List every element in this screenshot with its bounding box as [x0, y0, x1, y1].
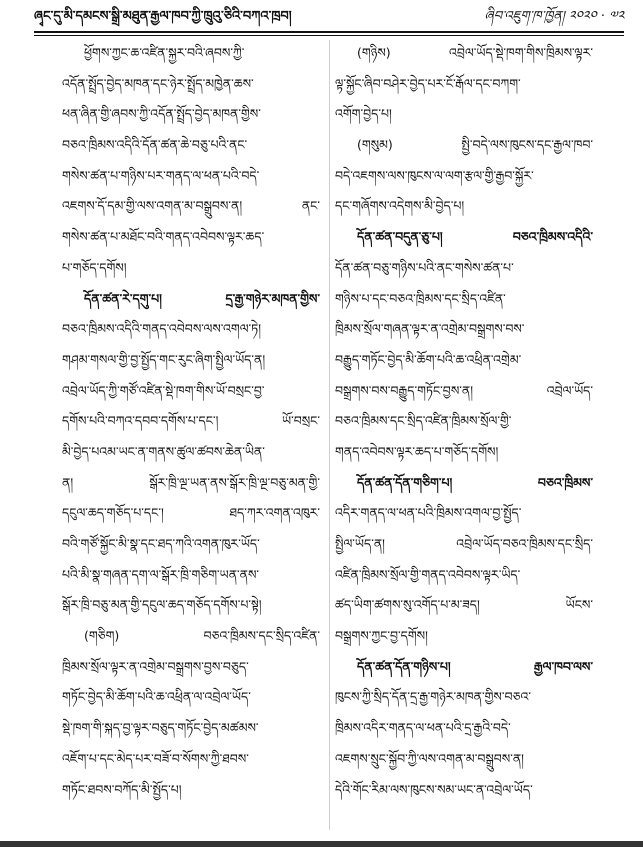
- text-line: འགོག་བྱེད་པ།: [335, 106, 392, 122]
- text-line: གཏོང་ཐབས་བཀོད་མི་སྤྱོད་པ།: [62, 781, 182, 797]
- text-line: གཉིས་པ་དང་བཅའ་ཁྲིམས་དང་སྲིད་འཛིན་: [335, 290, 506, 306]
- text-line: བཅའ་ཁྲིམས་འདིའི་གནད་འབེབས་ལས་འགལ་ཏེ།: [62, 321, 262, 337]
- right-text-column: [335, 38, 593, 838]
- text-line: བསྒྲགས་ཀྱང་བྱ་དགོས།: [335, 628, 428, 644]
- text-line: པ་གཅོད་དགོས།: [62, 259, 127, 275]
- text-line: བསྒྲགས་བས་བརྒྱུད་གཏོང་བྱས་ན། འབྲེལ་ཡོད་: [335, 382, 593, 398]
- text-line: པའི་མི་སྣ་གཞན་དག་ལ་སྒོར་ཁྲི་གཅིག་ཡན་ནས་: [62, 566, 260, 582]
- text-line: གཏོང་བྱེད་མི་ཆོག་པའི་ཆ་འཕྲིན་ལ་འབྲེལ་ཡོད་: [62, 689, 251, 705]
- text-line: འབྲེལ་ཡོད་ཀྱི་གཙོ་འཛིན་སྡེ་ཁག་གིས་ཡོ་བསྲང་བྱ་: [62, 382, 265, 398]
- text-line: འཇགས་དོ་དམ་གྱི་ལས་འགན་མ་བསྒྲུབས་ན། ནང་: [62, 198, 320, 214]
- text-line: བཅའ་ཁྲིམས་འདིའི་དོན་ཚན་ཆེ་བཅུ་པའི་ནང་: [62, 137, 248, 153]
- text-line: (གསུམ) སྤྱི་བདེ་ལས་ཁུངས་དང་རྒྱལ་ཁབ་: [357, 137, 593, 153]
- text-line: གསེས་ཚན་པ་མཐོང་བའི་གནད་འབེབས་ལྟར་ཆད་: [62, 229, 265, 245]
- text-line: སྤྱིལ་ཡོད་ན། འབྲེལ་ཡོད་བཅའ་ཁྲིམས་དང་སྲིད་: [335, 536, 593, 551]
- text-line: དོན་ཚན་བཅུ་གཉིས་པའི་ནང་གསེས་ཚན་པ་: [335, 259, 514, 275]
- text-line: དོན་ཚན་དོན་གཉིས་པ། རྒྱལ་ཁབ་ལས་: [357, 658, 593, 674]
- left-text-column: [62, 38, 320, 838]
- text-line: སྡེ་ཁག་གི་སྐད་བྱ་ལྟར་བཅུད་གཏོང་བྱེད་མཚམས་: [62, 720, 259, 736]
- text-line: འདོན་སྤྲོད་བྱེད་མཁན་དང་ཉེར་སྤྲོད་མཁྱེན་ཆས་: [62, 75, 254, 91]
- text-line: སྒོར་ཁྲི་བཅུ་མན་གྱི་དངུལ་ཆད་གཅོད་དགོས་པ་སྟེ།: [62, 597, 262, 613]
- text-line: ཁྲིམས་སྲོལ་ལྟར་ན་འགྲེམ་བསྒྲགས་བྱས་བཅུད་: [62, 658, 249, 674]
- text-line: འདིར་གནད་ལ་ཕན་པའི་ཁྲིམས་འགལ་བྱ་སྤྱོད་: [335, 505, 522, 521]
- text-line: བཅའ་ཁྲིམས་དང་སྲིད་འཛིན་ཁྲིམས་སྲོལ་གྱི་: [335, 413, 512, 429]
- text-line: དོན་ཚན་རེ་དགུ་པ། དྲ་རྒྱ་གཉེར་མཁན་གྱིས་: [84, 290, 320, 306]
- text-line: གནད་འབེབས་ལྟར་ཆད་པ་གཅོད་དགོས།: [335, 443, 499, 459]
- text-line: བའི་གཙོ་སྐྱོང་མི་སྣ་དང་ཐད་ཀའི་འགན་ཁུར་ཡོད་: [62, 536, 260, 551]
- text-line: (གཅིག) བཅའ་ཁྲིམས་དང་སྲིད་འཛིན་: [84, 628, 320, 644]
- running-title: ཞྭང་དུ་མི་དམངས་སྒྲི་མཐུན་རྒྱལ་ཁབ་ཀྱི་ཁྲུའུ་ཅིའི་བཀའ་ཁྲབ།: [34, 9, 292, 24]
- text-line: གསེས་ཚན་པ་གཉིས་པར་གནད་ལ་ཕན་པའི་བདེ་: [62, 167, 260, 183]
- text-line: བདེ་འཇགས་ལས་ཁུངས་ལ་ལག་རྩལ་གྱི་རྒྱབ་སྐྱོར་: [335, 167, 534, 183]
- text-line: གཤམ་གསལ་གྱི་བྱ་སྤྱོད་གང་རུང་ཞིག་སྤྱིལ་ཡོད་ན།: [62, 351, 266, 367]
- text-line: མི་བྱེད་པའམ་ཡང་ན་གནས་ཚུལ་ཚབས་ཆེན་ཡིན་: [62, 443, 265, 459]
- text-line: (གཉིས) འབྲེལ་ཡོད་སྡེ་ཁག་གིས་ཁྲིམས་ལྟར་: [357, 45, 593, 60]
- text-line: འཇོག་པ་དང་མེད་པར་བཟོ་བ་སོགས་ཀྱི་ཐབས་: [62, 750, 249, 766]
- text-line: དེའི་གོང་རིམ་ལས་ཁུངས་སམ་ཡང་ན་འབྲེལ་ཡོད་: [335, 781, 533, 797]
- text-line: དངུལ་ཆད་གཅོད་པ་དང་། ཐད་ཀར་འགན་འཁུར་: [62, 505, 320, 521]
- text-line: ཁུངས་ཀྱི་སྲིད་དོན་དྲ་རྒྱ་གཉེར་མཁན་གྱིས་བཅའ་: [335, 689, 531, 705]
- text-line: དང་གཞོགས་འདེགས་མི་བྱེད་པ།: [335, 198, 465, 214]
- text-line: འཛིན་ཁྲིམས་སྲོལ་གྱི་གནད་འབེབས་ལྟར་ཡིད་: [335, 566, 521, 582]
- text-line: ཕན་ཞིན་གྱི་ཞབས་ཀྱི་འདོན་སྤྲོད་བྱེད་མཁན་གྱིས་: [62, 106, 261, 122]
- text-line: ན། སྒོར་ཁྲི་ལྔ་ཡན་ནས་སྒོར་ཁྲི་ལྔ་བཅུ་མན་གྱི་: [62, 474, 320, 490]
- text-line: ལྟ་སྐྱོང་ཞིབ་བཤེར་བྱེད་པར་ངོ་རྒོལ་དང་བཀག་: [335, 75, 521, 91]
- text-line: ཁྲིམས་སྲོལ་གཞན་ལྟར་ན་འགྲེམ་བསྒྲགས་བས་: [335, 321, 525, 337]
- text-line: ཁྲིམས་འདིར་གནད་ལ་ཕན་པའི་དྲ་རྒྱའི་བདེ་: [335, 720, 511, 736]
- journal-issue: ཞིབ་འཇུག་ཁ་ཁྱོན། ༢༠༢༠ · ༧༢: [484, 9, 624, 24]
- text-line: དོན་ཚན་བདུན་ཅུ་པ། བཅའ་ཁྲིམས་འདིའི་: [357, 229, 593, 245]
- text-line: ཚད་ཡིག་ཚགས་སུ་འགོད་པ་མ་ཟད། ཡོངས་: [335, 597, 593, 613]
- text-line: འཇགས་སྲུང་སྐྱོབ་ཀྱི་ལས་འགན་མ་བསྒྲུབས་ན།: [335, 750, 524, 766]
- running-header: [34, 6, 624, 28]
- header-rule: [34, 31, 624, 33]
- footer-bar: [0, 841, 643, 847]
- text-line: དགོས་པའི་བཀའ་དབབ་དགོས་པ་དང་། ཡོ་བསྲང་: [62, 413, 320, 429]
- text-line: དོན་ཚན་དོན་གཅིག་པ། བཅའ་ཁྲིམས་: [357, 474, 593, 490]
- header-rule-thin: [34, 35, 624, 36]
- text-line: བརྒྱུད་གཏོང་བྱེད་མི་ཆོག་པའི་ཆ་འཕྲིན་འགྲེམ་: [335, 351, 522, 367]
- column-gutter: [329, 40, 330, 830]
- text-line: ཕྱོགས་ཀྱང་ཆ་འཛིན་སྐྱར་བའི་ཞབས་ཀྱི་: [84, 45, 245, 60]
